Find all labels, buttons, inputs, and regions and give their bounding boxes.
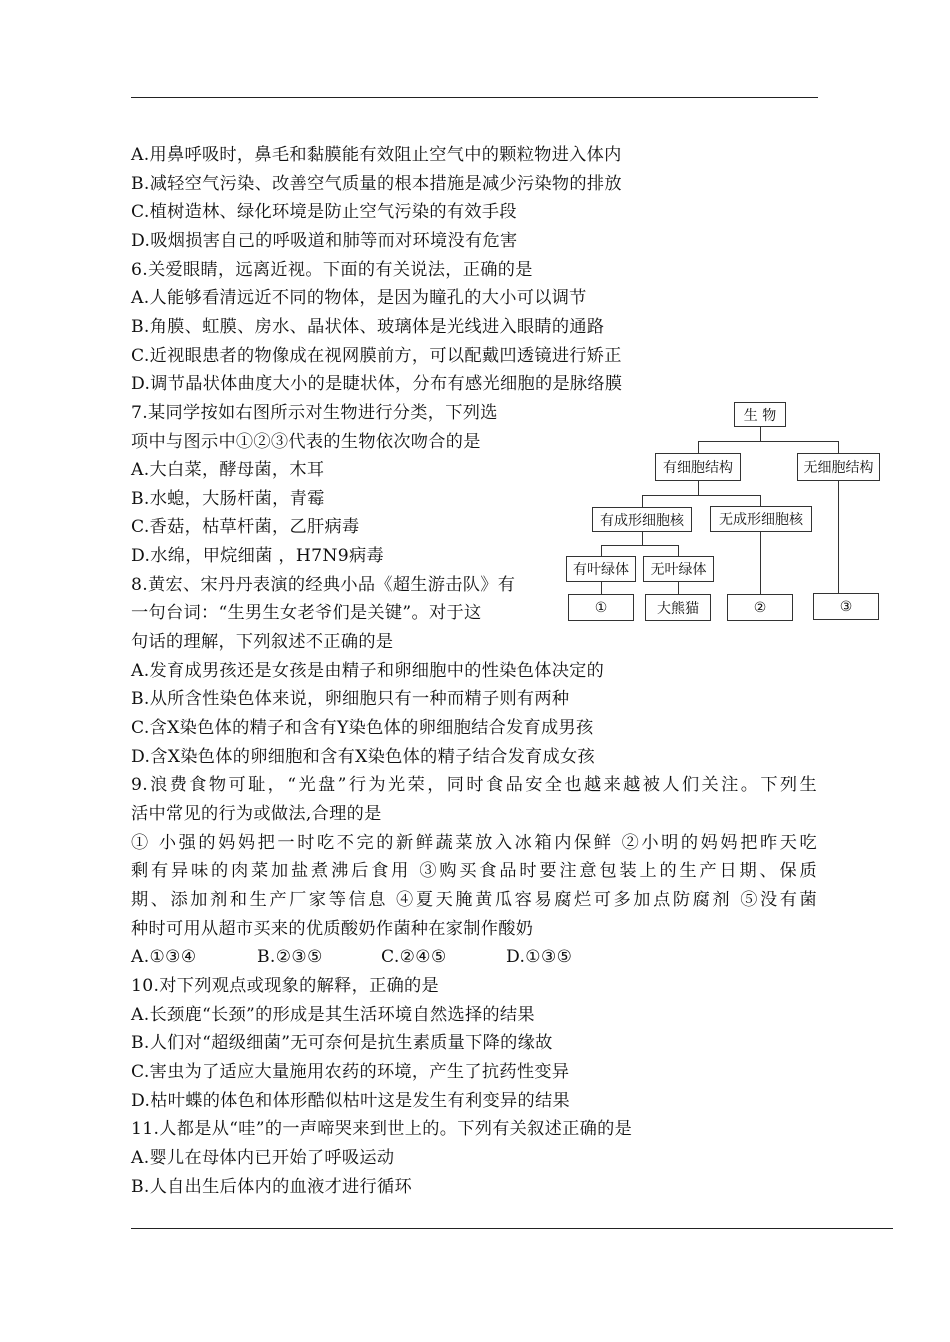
q6-option-b: B.角膜、虹膜、房水、晶状体、玻璃体是光线进入眼睛的通路 xyxy=(131,317,605,337)
q10-option-a: A.长颈鹿“长颈”的形成是其生活环境自然选择的结果 xyxy=(131,1005,535,1025)
box-leaf1: ① xyxy=(568,594,634,621)
q7-option-c: C.香菇，枯草杆菌，乙肝病毒 xyxy=(131,517,360,537)
connector-chloroplast xyxy=(601,545,602,556)
box-acellular: 无细胞结构 xyxy=(797,453,880,481)
box-root: 生 物 xyxy=(734,402,786,427)
box-non-nucleated: 无成形细胞核 xyxy=(710,506,812,532)
q6-option-a: A.人能够看清远近不同的物体，是因为瞳孔的大小可以调节 xyxy=(131,288,587,308)
q9-option-b: B.②③⑤ xyxy=(257,947,323,967)
q11-option-b: B.人自出生后体内的血液才进行循环 xyxy=(131,1177,413,1197)
q7-stem-line2: 项中与图示中①②③代表的生物依次吻合的是 xyxy=(131,432,481,452)
q9-option-c: C.②④⑤ xyxy=(381,947,447,967)
connector-leaf1 xyxy=(601,582,602,594)
footer-rule xyxy=(131,1228,893,1229)
q6-option-d: D.调节晶状体曲度大小的是睫状体，分布有感光细胞的是脉络膜 xyxy=(131,374,623,394)
q8-option-c: C.含X染色体的精子和含有Y染色体的卵细胞结合发育成男孩 xyxy=(131,718,594,738)
connector-leaf2 xyxy=(760,532,761,594)
q8-option-d: D.含X染色体的卵细胞和含有X染色体的精子结合发育成女孩 xyxy=(131,747,596,767)
q10-option-b: B.人们对“超级细菌”无可奈何是抗生素质量下降的缘故 xyxy=(131,1033,553,1053)
box-leaf3: ③ xyxy=(813,593,879,620)
q8-option-b: B.从所含性染色体来说，卵细胞只有一种而精子则有两种 xyxy=(131,689,570,709)
q6-stem: 6.关爱眼睛，远离近视。下面的有关说法，正确的是 xyxy=(131,260,533,280)
connector-acellular xyxy=(838,441,839,453)
q9-stem-line2: 活中常见的行为或做法,合理的是 xyxy=(131,804,382,824)
q11-stem: 11.人都是从“哇”的一声啼哭来到世上的。下列有关叙述正确的是 xyxy=(131,1119,633,1139)
connector-cellular xyxy=(698,441,699,453)
box-cellular: 有细胞结构 xyxy=(655,453,741,481)
q8-stem-line2: 一句台词：“生男生女老爷们是关键”。对于这 xyxy=(131,603,482,623)
box-no-chloroplast: 无叶绿体 xyxy=(643,556,714,582)
q9-item-line4: 种时可用从超市买来的优质酸奶作菌种在家制作酸奶 xyxy=(131,919,534,939)
q9-stem-line1: 9.浪费食物可耻，“光盘”行为光荣，同时食品安全也越来越被人们关注。下列生 xyxy=(131,775,817,795)
q7-option-d: D.水绵，甲烷细菌 ，H7N9病毒 xyxy=(131,546,384,566)
q7-option-b: B.水螅，大肠杆菌，青霉 xyxy=(131,489,325,509)
connector-level1 xyxy=(698,441,838,442)
q10-option-d: D.枯叶蝶的体色和体形酷似枯叶这是发生有利变异的结果 xyxy=(131,1091,570,1111)
box-panda: 大熊猫 xyxy=(645,594,711,621)
connector-cellular-down xyxy=(698,481,699,495)
connector-leaf3 xyxy=(838,481,839,593)
header-rule xyxy=(131,97,818,98)
connector-no-chloroplast xyxy=(678,545,679,556)
q5-option-a: A.用鼻呼吸时，鼻毛和黏膜能有效阻止空气中的颗粒物进入体内 xyxy=(131,145,622,165)
connector-nucleated-down xyxy=(642,532,643,545)
q11-option-a: A.婴儿在母体内已开始了呼吸运动 xyxy=(131,1148,395,1168)
q6-option-c: C.近视眼患者的物像成在视网膜前方，可以配戴凹透镜进行矫正 xyxy=(131,346,622,366)
q8-stem-line1: 8.黄宏、宋丹丹表演的经典小品《超生游击队》有 xyxy=(131,575,516,595)
connector-root xyxy=(760,427,761,441)
connector-panda xyxy=(678,582,679,594)
box-leaf2: ② xyxy=(727,594,793,621)
q8-option-a: A.发育成男孩还是女孩是由精子和卵细胞中的性染色体决定的 xyxy=(131,661,605,681)
q10-option-c: C.害虫为了适应大量施用农药的环境，产生了抗药性变异 xyxy=(131,1062,570,1082)
q9-option-d: D.①③⑤ xyxy=(506,947,573,967)
connector-non-nucleated xyxy=(760,495,761,506)
box-nucleated: 有成形细胞核 xyxy=(592,507,692,532)
q8-stem-line3: 句话的理解，下列叙述不正确的是 xyxy=(131,632,394,652)
box-chloroplast: 有叶绿体 xyxy=(566,556,636,582)
q9-item-line3: 期、添加剂和生产厂家等信息 ④夏天腌黄瓜容易腐烂可多加点防腐剂 ⑤没有菌 xyxy=(131,890,817,910)
q9-item-line1: ① 小强的妈妈把一时吃不完的新鲜蔬菜放入冰箱内保鲜 ②小明的妈妈把昨天吃 xyxy=(131,833,817,853)
q7-option-a: A.大白菜，酵母菌，木耳 xyxy=(131,460,325,480)
q5-option-c: C.植树造林、绿化环境是防止空气污染的有效手段 xyxy=(131,202,517,222)
q5-option-b: B.减轻空气污染、改善空气质量的根本措施是减少污染物的排放 xyxy=(131,174,622,194)
q7-stem-line1: 7.某同学按如右图所示对生物进行分类，下列选 xyxy=(131,403,498,423)
connector-nucleated xyxy=(642,495,643,507)
q9-options xyxy=(131,947,572,967)
q5-option-d: D.吸烟损害自己的呼吸道和肺等而对环境没有危害 xyxy=(131,231,518,251)
q9-item-line2: 剩有异味的肉菜加盐煮沸后食用 ③购买食品时要注意包装上的生产日期、保质 xyxy=(131,861,817,881)
connector-level2 xyxy=(642,495,760,496)
q9-option-a: A.①③④ xyxy=(131,947,197,967)
q10-stem: 10.对下列观点或现象的解释，正确的是 xyxy=(131,976,440,996)
connector-level3 xyxy=(601,545,678,546)
